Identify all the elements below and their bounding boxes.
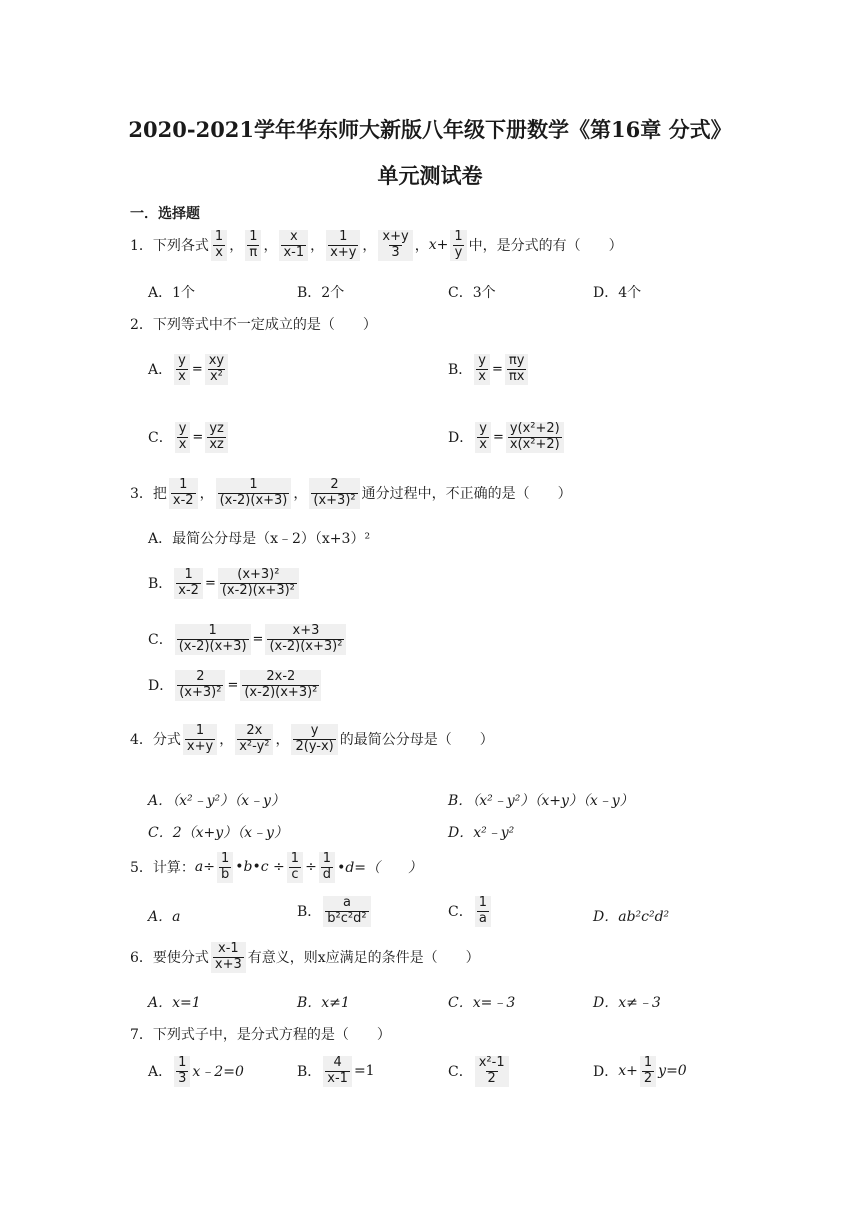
q5-option-b[interactable]: B． $\frac{a}{\text{b²c²d²}}$ xyxy=(297,896,373,927)
q7-b-fraction: $\frac{4}{x-1}$ xyxy=(323,1056,352,1087)
q7-a-fraction: $\frac{1}{3}$ xyxy=(174,1056,190,1087)
q4-fraction-1: $\frac{1}{x+y}$ xyxy=(183,724,217,755)
q2-number: 2． xyxy=(130,317,153,333)
q1-number: 1． xyxy=(130,238,153,255)
question-5: 5． 计算： a÷ $\frac{1}{b}$ •b•c ÷ $\frac{1}{c}$ ÷ $\frac{1}{d}$ •d=（ ） xyxy=(130,851,423,882)
q1-x-plus: x+ xyxy=(428,237,449,254)
q2-option-a[interactable]: A． $\frac{y}{x}$ = $\frac{xy}{\text{x²}}$ xyxy=(148,354,230,385)
q5-c-fraction: $\frac{1}{a}$ xyxy=(475,896,491,927)
q6-prefix: 要使分式 xyxy=(152,950,209,967)
q2-b-right: $\frac{\pi y}{\pi x}$ xyxy=(505,354,529,385)
section-heading: 一．选择题 xyxy=(130,206,200,222)
q7-c-fraction: $\frac{\text{x²-1}}{2}$ xyxy=(475,1056,509,1087)
q1-fraction-4: $\frac{1}{x+y}$ xyxy=(326,230,360,261)
q3-number: 3． xyxy=(130,486,153,503)
q7-number: 7． xyxy=(130,1027,153,1043)
q1-fraction-3: $\frac{x}{x-1}$ xyxy=(279,230,308,261)
q6-option-d[interactable]: D．x≠﹣3 xyxy=(593,995,661,1011)
q2-d-left: $\frac{y}{x}$ xyxy=(475,422,491,453)
q4-prefix: 分式 xyxy=(152,732,181,749)
q1-option-d[interactable]: D．4个 xyxy=(593,285,642,301)
q3-fraction-2: $\frac{1}{(x-2)(x+3)}$ xyxy=(216,478,292,509)
q3-b-right: $\frac{\text{(x+3)²}}{\text{(x-2)(x+3)²}}$ xyxy=(218,568,299,599)
q2-a-left: $\frac{y}{x}$ xyxy=(174,354,190,385)
page-title-line1: 2020-2021学年华东师大新版八年级下册数学《第16章 分式》 xyxy=(128,117,732,142)
question-2 xyxy=(130,314,377,334)
question-3: 3． 把 $\frac{1}{x-2}$ ， $\frac{1}{(x-2)(x+3)}$ ， $\frac{2}{\text{(x+3)²}}$ 通分过程中，不正确的是（ ） xyxy=(130,477,572,508)
q2-option-c[interactable]: C． $\frac{y}{x}$ = $\frac{yz}{xz}$ xyxy=(148,422,230,453)
q4-fraction-3: $\frac{y}{2(y-x)}$ xyxy=(291,724,337,755)
q3-d-left: $\frac{2}{\text{(x+3)²}}$ xyxy=(175,670,225,701)
q4-option-b[interactable]: B．（x²﹣y²）（x+y）（x﹣y） xyxy=(448,793,634,809)
q3-b-left: $\frac{1}{x-2}$ xyxy=(174,568,203,599)
q7-option-c[interactable]: C． $\frac{\text{x²-1}}{2}$ xyxy=(448,1056,511,1087)
q2-b-left: $\frac{y}{x}$ xyxy=(474,354,490,385)
q2-option-b[interactable]: B． $\frac{y}{x}$ = $\frac{\pi y}{\pi x}$ xyxy=(448,354,530,385)
q3-c-left: $\frac{1}{(x-2)(x+3)}$ xyxy=(175,624,251,655)
q6-fraction: $\frac{x-1}{x+3}$ xyxy=(211,942,246,973)
question-6 xyxy=(130,942,480,973)
q5-fraction-1: $\frac{1}{b}$ xyxy=(217,852,233,883)
q2-d-right: $\frac{\text{y(x²+2)}}{\text{x(x²+2)}}$ xyxy=(506,422,564,453)
q6-number: 6． xyxy=(130,950,153,967)
q7-option-a[interactable]: A． $\frac{1}{3}$ x﹣2=0 xyxy=(148,1055,244,1086)
q1-option-a[interactable]: A．1个 xyxy=(148,285,196,301)
q3-option-c[interactable]: C． $\frac{1}{(x-2)(x+3)}$ = $\frac{x+3}{\text{(x-2)(x+3)²}}$ xyxy=(148,624,348,655)
q6-option-a[interactable]: A．x=1 xyxy=(148,995,201,1011)
q1-fraction-5: $\frac{x+y}{3}$ xyxy=(378,230,412,261)
q3-c-right: $\frac{x+3}{\text{(x-2)(x+3)²}}$ xyxy=(265,624,346,655)
q2-option-d[interactable]: D． $\frac{y}{x}$ = $\frac{\text{y(x²+2)}}{\text{x(x²+2)}}$ xyxy=(448,422,566,453)
q1-fraction-6: $\frac{1}{y}$ xyxy=(450,230,466,261)
q1-fraction-2: $\frac{1}{\pi}$ xyxy=(245,230,261,261)
q7-option-b[interactable]: B． $\frac{4}{x-1}$ =1 xyxy=(297,1055,375,1086)
q4-fraction-2: $\frac{2x}{\text{x²-y²}}$ xyxy=(235,724,273,755)
q3-fraction-3: $\frac{2}{\text{(x+3)²}}$ xyxy=(309,478,359,509)
q4-option-a[interactable]: A．（x²﹣y²）（x﹣y） xyxy=(148,793,285,809)
question-4: 4． 分式 $\frac{1}{x+y}$ ， $\frac{2x}{\text{x²-y²}}$ ， $\frac{y}{2(y-x)}$ 的最简公分母是（ ） xyxy=(130,723,494,754)
q2-text: 下列等式中不一定成立的是（ ） xyxy=(152,317,377,333)
q3-fraction-1: $\frac{1}{x-2}$ xyxy=(169,478,198,509)
q4-option-d[interactable]: D．x²﹣y² xyxy=(448,825,515,841)
q2-c-right: $\frac{yz}{xz}$ xyxy=(205,422,228,453)
question-1: 1． 下列各式 $\frac{1}{x}$ ， $\frac{1}{\pi}$ ， $\frac{x}{x-1}$ ， $\frac{1}{x+y}$ ， $\frac{x+y}{3}$ ， x+ $\frac{1}{y}$ 中，是分式的有（ ） xyxy=(130,229,623,260)
q1-option-b[interactable]: B．2个 xyxy=(297,285,345,301)
q3-option-a[interactable]: A．最简公分母是（x﹣2）（x+3）² xyxy=(148,531,371,547)
q7-option-d[interactable]: D． x+ $\frac{1}{2}$ y=0 xyxy=(593,1055,687,1086)
q7-d-fraction: $\frac{1}{2}$ xyxy=(640,1056,656,1087)
q6-option-b[interactable]: B．x≠1 xyxy=(297,995,350,1011)
q5-option-d[interactable]: D．ab²c²d² xyxy=(593,909,670,925)
q3-option-b[interactable]: B． $\frac{1}{x-2}$ = $\frac{\text{(x+3)²}}{\text{(x-2)(x+3)²}}$ xyxy=(148,568,301,599)
q4-option-c[interactable]: C．2（x+y）（x﹣y） xyxy=(148,825,288,841)
q7-text: 下列式子中，是分式方程的是（ ） xyxy=(152,1027,391,1043)
q1-fraction-1: $\frac{1}{x}$ xyxy=(211,230,227,261)
q5-prefix: 计算： xyxy=(152,860,195,877)
q2-a-right: $\frac{xy}{\text{x²}}$ xyxy=(205,354,228,385)
q1-suffix: 中，是分式的有（ ） xyxy=(468,238,623,255)
page-title-line2: 单元测试卷 xyxy=(377,163,483,188)
q6-suffix: 有意义，则x应满足的条件是（ ） xyxy=(247,950,480,967)
q3-d-right: $\frac{2x-2}{\text{(x-2)(x+3)²}}$ xyxy=(240,670,321,701)
q3-prefix: 把 xyxy=(152,486,167,503)
q5-option-c[interactable]: C． $\frac{1}{a}$ xyxy=(448,896,493,927)
q5-number: 5． xyxy=(130,860,153,877)
question-7 xyxy=(130,1024,391,1044)
q5-fraction-3: $\frac{1}{d}$ xyxy=(319,852,335,883)
q6-option-c[interactable]: C．x=﹣3 xyxy=(448,995,516,1011)
q5-option-a[interactable]: A．a xyxy=(148,909,181,925)
q3-option-d[interactable]: D． $\frac{2}{\text{(x+3)²}}$ = $\frac{2x-2}{\text{(x-2)(x+3)²}}$ xyxy=(148,670,323,701)
q4-number: 4． xyxy=(130,732,153,749)
q5-fraction-2: $\frac{1}{c}$ xyxy=(287,852,303,883)
q4-suffix: 的最简公分母是（ ） xyxy=(339,732,494,749)
q2-c-left: $\frac{y}{x}$ xyxy=(175,422,191,453)
q1-option-c[interactable]: C．3个 xyxy=(448,285,496,301)
q3-suffix: 通分过程中，不正确的是（ ） xyxy=(361,486,572,503)
q1-prefix: 下列各式 xyxy=(152,238,209,255)
q5-b-fraction: $\frac{a}{\text{b²c²d²}}$ xyxy=(323,896,370,927)
